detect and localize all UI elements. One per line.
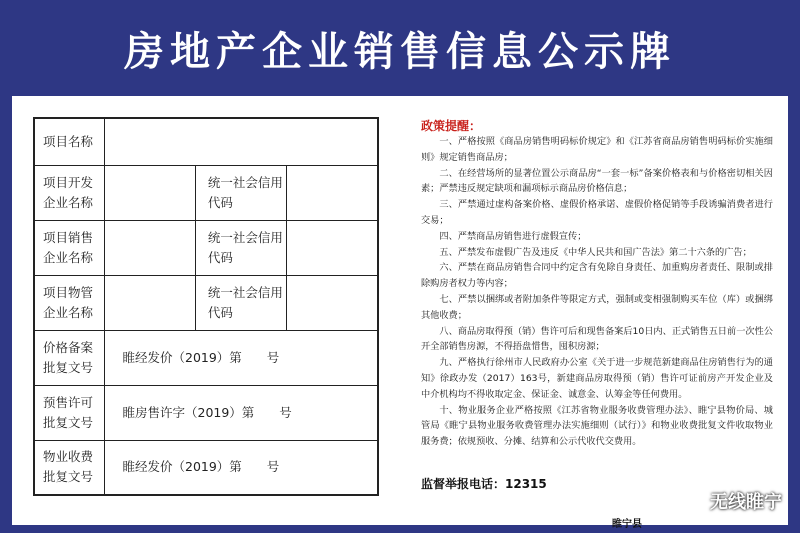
property-mgmt-credit-code-value xyxy=(287,275,378,330)
presale-value: 睢房售许字（2019）第 号 xyxy=(104,385,378,440)
wechat-icon xyxy=(680,490,706,512)
table-row-project-name xyxy=(34,118,378,166)
table-row-price-filing xyxy=(34,330,378,385)
seller-credit-code-value xyxy=(287,221,378,276)
property-fee-label: 物业收费批复文号 xyxy=(34,440,104,495)
policy-item-3: 三、严禁通过虚构备案价格、虚假价格承诺、虚假价格促销等手段诱骗消费者进行交易； xyxy=(421,199,773,226)
policy-list xyxy=(421,134,773,450)
developer-value xyxy=(104,166,195,221)
policy-item-8: 八、商品房取得预（销）售许可后和现售备案后10日内、正式销售五日前一次性公开全部销售房源，不得捂盘惜售，囤积房源； xyxy=(421,325,773,353)
price-filing-label: 价格备案批复文号 xyxy=(34,330,104,385)
seller-credit-code-label: 统一社会信用代码 xyxy=(195,221,286,276)
table-row-property-mgmt xyxy=(34,275,378,330)
page-title: 房地产企业销售信息公示牌 xyxy=(124,28,676,75)
frame-left-border xyxy=(0,96,12,533)
policy-title: 政策提醒： xyxy=(421,119,482,133)
developer-credit-code-label: 统一社会信用代码 xyxy=(195,166,286,221)
table-row-property-fee xyxy=(34,440,378,495)
policy-item-2: 二、在经营场所的显著位置公示商品房“一套一标”备案价格表和与价格密切相关因素；严禁违反规定缺项和漏项标示商品房价格信息； xyxy=(421,167,773,195)
policy-item-4: 四、严禁商品房销售进行虚假宣传； xyxy=(439,230,587,242)
policy-item-10: 十、物业服务企业严格按照《江苏省物业服务收费管理办法》、睢宁县物价局、城管局《睢宁县物业服务收费管理办法实施细则（试行）》和物业收费批复文件收取物业服务费；依规预收、分摊、结算和公示代收代交费用。 xyxy=(421,404,773,448)
watermark-text: 无线睢宁 xyxy=(710,492,782,513)
table-row-presale xyxy=(34,385,378,440)
presale-label: 预售许可批复文号 xyxy=(34,385,104,440)
price-filing-value: 睢经发价（2019）第 号 xyxy=(104,330,378,385)
watermark xyxy=(680,488,782,514)
property-fee-value: 睢经发价（2019）第 号 xyxy=(104,440,378,495)
project-name-label: 项目名称 xyxy=(34,118,104,166)
frame-bottom-border xyxy=(0,525,800,533)
property-mgmt-credit-code-label: 统一社会信用代码 xyxy=(195,275,286,330)
policy-item-5: 五、严禁发布虚假广告及违反《中华人民共和国广告法》第二十六条的广告； xyxy=(439,246,752,258)
property-mgmt-value xyxy=(104,275,195,330)
sales-info-table xyxy=(33,117,379,496)
policy-item-7: 七、严禁以捆绑或者附加条件等限定方式，强制或变相强制购买车位（库）或捆绑其他收费； xyxy=(421,293,773,321)
footer-organization: 睢宁县 xyxy=(612,519,642,530)
seller-label: 项目销售企业名称 xyxy=(34,221,104,276)
developer-label: 项目开发企业名称 xyxy=(34,166,104,221)
project-name-value xyxy=(104,118,378,166)
policy-item-9: 九、严格执行徐州市人民政府办公室《关于进一步规范新建商品住房销售行为的通知》徐政办发（2017）163号，新建商品房取得预（销）售许可证前房产开发企业及中介机构均不得收取定金、保证金、诚意金、认筹金等任何费用。 xyxy=(421,357,773,400)
developer-credit-code-value xyxy=(287,166,378,221)
frame-right-border xyxy=(788,96,800,533)
property-mgmt-label: 项目物管企业名称 xyxy=(34,275,104,330)
report-hotline: 监督举报电话：12315 xyxy=(421,477,547,491)
table-row-developer xyxy=(34,166,378,221)
table-row-seller xyxy=(34,221,378,276)
policy-item-6: 六、严禁在商品房销售合同中约定含有免除自身责任、加重购房者责任、限制或排除购房者权力等内容； xyxy=(421,262,773,290)
header-banner xyxy=(0,0,800,96)
seller-value xyxy=(104,221,195,276)
policy-item-1: 一、严格按照《商品房销售明码标价规定》和《江苏省商品房销售明码标价实施细则》规定销售商品房； xyxy=(421,136,773,163)
